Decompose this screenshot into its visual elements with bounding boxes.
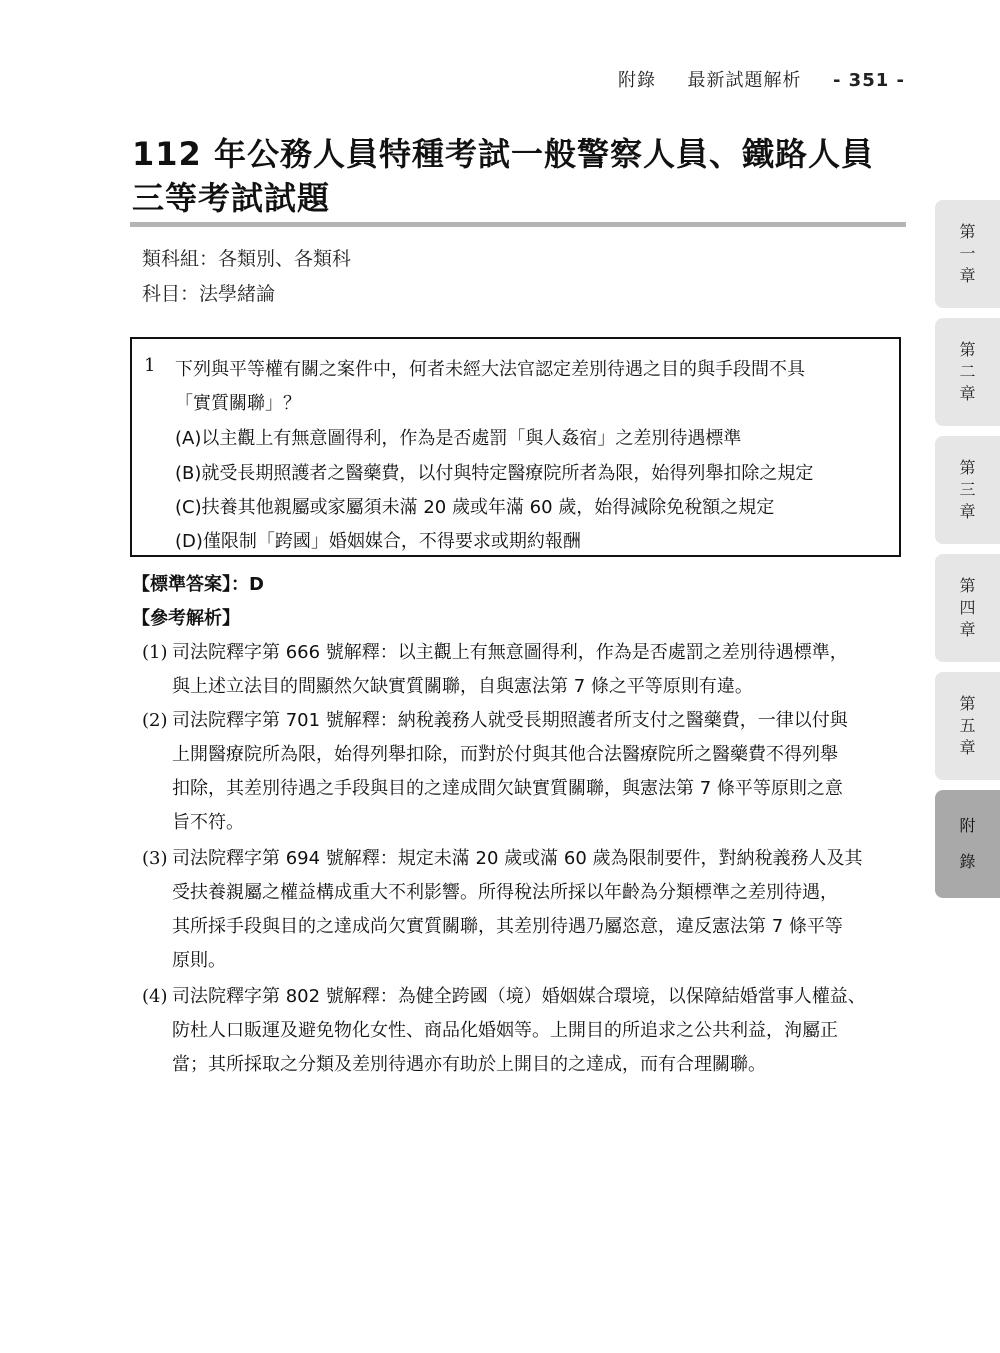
analysis-item xyxy=(142,980,906,1082)
analysis-item-number: (1) xyxy=(142,642,168,663)
analysis-item xyxy=(142,704,906,840)
page-number: - 351 - xyxy=(832,70,905,91)
tab-chapter-5[interactable] xyxy=(935,672,1000,780)
tab-char: 第 xyxy=(959,576,976,595)
tab-char: 一 xyxy=(959,244,976,263)
question-stem-line-2: 「實質關聯」？ xyxy=(175,393,301,414)
analysis-line: 受扶養親屬之權益構成重大不利影響。所得稅法所採以年齡為分類標準之差別待遇， xyxy=(172,882,838,903)
tab-char: 章 xyxy=(959,266,976,285)
tab-char: 錄 xyxy=(959,852,976,871)
tab-chapter-1[interactable] xyxy=(935,200,1000,308)
analysis-line: 其所採手段與目的之達成尚欠實質關聯，其差別待遇乃屬恣意，違反憲法第 7 條平等 xyxy=(172,916,843,937)
tab-char: 四 xyxy=(959,598,976,617)
exam-subject: 科目：法學緒論 xyxy=(142,283,276,305)
standard-answer: 【標準答案】：D xyxy=(132,574,264,595)
tab-char: 章 xyxy=(959,738,976,757)
analysis-line: 上開醫療院所為限，始得列舉扣除，而對於付與其他合法醫療院所之醫藥費不得列舉 xyxy=(172,744,838,765)
tab-char: 章 xyxy=(959,502,976,521)
title-divider xyxy=(130,222,906,227)
tab-char: 章 xyxy=(959,384,976,403)
tab-chapter-3[interactable] xyxy=(935,436,1000,544)
page-title: 112 年公務人員特種考試一般警察人員、鐵路人員三等考試試題 xyxy=(132,135,874,217)
analysis-item xyxy=(142,842,906,978)
analysis-line: 旨不符。 xyxy=(172,812,244,833)
tab-char: 五 xyxy=(959,716,976,735)
header-subtitle: 最新試題解析 xyxy=(687,70,802,91)
analysis-line: 扣除，其差別待遇之手段與目的之達成間欠缺實質關聯，與憲法第 7 條平等原則之意 xyxy=(172,778,843,799)
exam-category: 類科組：各類別、各類科 xyxy=(142,248,352,270)
header-section: 附錄 xyxy=(618,70,656,91)
tab-appendix[interactable] xyxy=(935,790,1000,898)
tab-char: 第 xyxy=(959,222,976,241)
tab-char: 二 xyxy=(959,362,976,381)
analysis-item-number: (2) xyxy=(142,710,168,731)
analysis-item-number: (3) xyxy=(142,848,168,869)
analysis-line: 司法院釋字第 694 號解釋：規定未滿 20 歲或滿 60 歲為限制要件，對納稅義務人及其 xyxy=(172,848,863,869)
analysis-item xyxy=(142,636,906,704)
analysis-line: 當；其所採取之分類及差別待遇亦有助於上開目的之達成，而有合理關聯。 xyxy=(172,1054,766,1075)
tab-chapter-4[interactable] xyxy=(935,554,1000,662)
analysis-line: 司法院釋字第 701 號解釋：納稅義務人就受長期照護者所支付之醫藥費，一律以付與 xyxy=(172,710,848,731)
analysis-line: 防杜人口販運及避免物化女性、商品化婚姻等。上開目的所追求之公共利益，洵屬正 xyxy=(172,1020,838,1041)
tab-chapter-2[interactable] xyxy=(935,318,1000,426)
analysis-line: 司法院釋字第 666 號解釋：以主觀上有無意圖得利，作為是否處罰之差別待遇標準， xyxy=(172,642,848,663)
running-header xyxy=(618,66,905,92)
tab-char: 附 xyxy=(959,816,976,835)
analysis-line: 司法院釋字第 802 號解釋：為健全跨國（境）婚姻媒合環境，以保障結婚當事人權益、 xyxy=(172,986,866,1007)
question-number: 1 xyxy=(144,355,156,376)
option-b: (B)就受長期照護者之醫藥費，以付與特定醫療院所者為限，始得列舉扣除之規定 xyxy=(175,463,814,484)
question-box xyxy=(130,337,901,557)
tab-char: 章 xyxy=(959,620,976,639)
option-c: (C)扶養其他親屬或家屬須未滿 20 歲或年滿 60 歲，始得減除免稅額之規定 xyxy=(175,497,775,518)
tab-char: 第 xyxy=(959,694,976,713)
analysis-item-number: (4) xyxy=(142,986,168,1007)
tab-char: 第 xyxy=(959,340,976,359)
analysis-line: 原則。 xyxy=(172,950,226,971)
tab-char: 第 xyxy=(959,458,976,477)
question-stem-line-1: 下列與平等權有關之案件中，何者未經大法官認定差別待遇之目的與手段間不具 xyxy=(175,359,805,380)
option-d: (D)僅限制「跨國」婚姻媒合，不得要求或期約報酬 xyxy=(175,531,581,552)
tab-char: 三 xyxy=(959,480,976,499)
option-a: (A)以主觀上有無意圖得利，作為是否處罰「與人姦宿」之差別待遇標準 xyxy=(175,428,742,449)
analysis-heading: 【參考解析】 xyxy=(132,608,240,629)
analysis-line: 與上述立法目的間顯然欠缺實質關聯，自與憲法第 7 條之平等原則有違。 xyxy=(172,676,753,697)
